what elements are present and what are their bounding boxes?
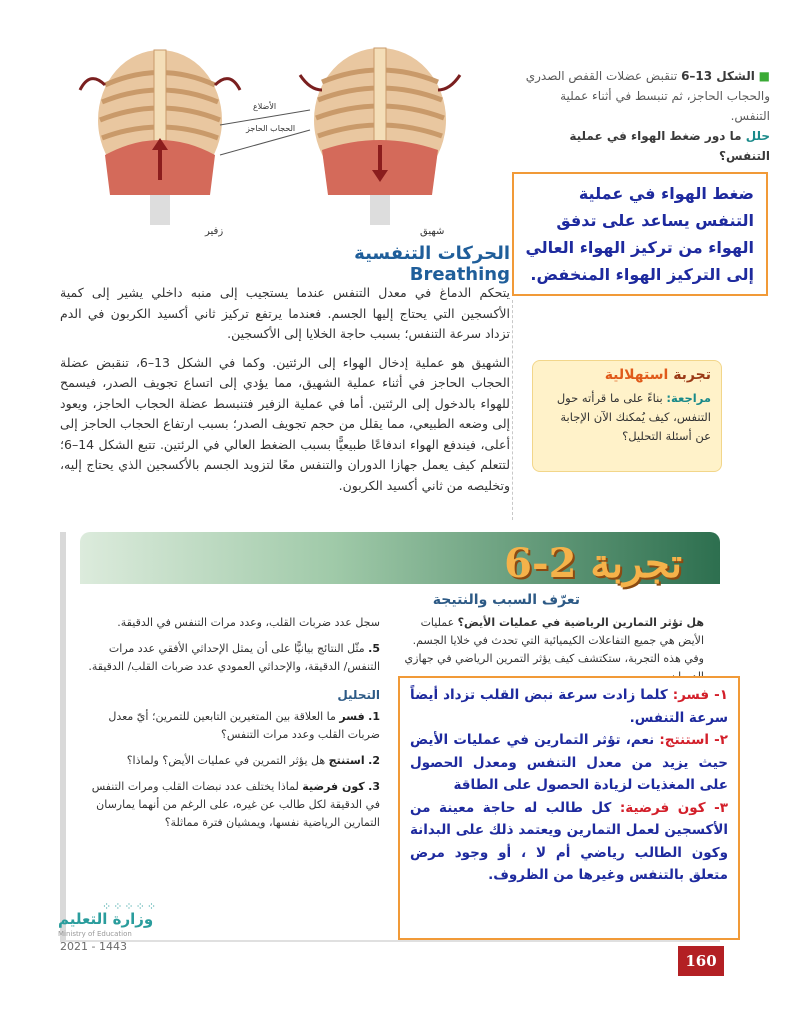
analysis-q2-num: 2. — [368, 754, 380, 767]
sidebar-review-label: مراجعة: — [666, 391, 711, 405]
analysis-q3 — [80, 778, 380, 832]
label-exhale: زفير — [205, 226, 224, 237]
sidebar-title — [543, 367, 711, 383]
answer-hypothesis-text: كل طالب له حاجة معينة من الأكسجين لعمل التمارين ويعتمد ذلك على البدانة وكون الطالب رياضي أم لا ، أو وجود مرض متعلق بالتنفس وغيرها من الظروف. — [410, 799, 728, 883]
label-ribs: الأضلاع — [253, 102, 277, 111]
analysis-heading: التحليل — [337, 688, 380, 702]
ministry-name-en: Ministry of Education — [58, 930, 132, 938]
analysis-q2-label: استنتج — [328, 754, 365, 767]
analysis-q1 — [80, 708, 380, 744]
answer-box-analysis — [398, 676, 740, 940]
answer-explain-label: ١- فسر: — [672, 687, 728, 703]
ribcage-inhale-illustration — [300, 48, 460, 225]
paragraph-1: يتحكم الدماغ في معدل التنفس عندما يستجيب إلى منبه داخلي يشير إلى كمية الأكسجين التي يحتاج إليها الجسم. فعندما يرتفع تركيز ثاني أكسيد الكربون في الدم تزداد سرعة التنفس؛ بسبب حاجة الخلايا إلى الأكسجين. — [60, 285, 510, 341]
lab-subhead: تعرّف السبب والنتيجة — [432, 592, 580, 608]
ministry-dots-icon: ⁘⁘⁘⁘⁘ — [102, 900, 159, 913]
bullet-square-icon: ■ — [758, 69, 770, 83]
respiration-figure — [60, 30, 510, 240]
analysis-q1-num: 1. — [368, 710, 380, 723]
label-inhale: شهيق — [420, 226, 445, 237]
sidebar-title-b: استهلالية — [604, 367, 669, 383]
sidebar-text — [543, 389, 711, 446]
analysis-q1-label: فسر — [339, 710, 365, 723]
lab-step-5-num: 5. — [368, 642, 380, 655]
sidebar-title-a: تجربة — [673, 367, 711, 383]
answer-explain — [410, 684, 728, 729]
column-divider — [512, 300, 513, 520]
analysis-q3-label: كون فرضية — [302, 780, 365, 793]
lab-intro-question: هل تؤثر التمارين الرياضية في عمليات الأيض؟ — [457, 616, 704, 629]
ministry-name-ar: وزارة التعليم — [58, 910, 154, 928]
answer-conclude — [410, 729, 728, 797]
analysis-q2 — [80, 752, 380, 770]
answer-hypothesis — [410, 797, 728, 887]
section-title: الحركات التنفسية Breathing — [354, 243, 510, 285]
launch-lab-sidebar — [532, 360, 722, 472]
figure-caption — [520, 66, 770, 166]
lab-intro-text: عمليات الأيض هي جميع التفاعلات الكيميائية التي تحدث في خلايا الجسم. وفي هذه التجربة، ستكتشف كيف يؤثر التمرين الرياضي في جهازي — [404, 616, 704, 665]
lab-step-5-text: مثّل النتائج بيانيًّا على أن يمثل الإحداثي الأفقي عدد مرات التنفس/ الدقيقة، والإحداثي العمودي عدد ضربات القلب/ الدقيقة. — [88, 642, 380, 673]
sidebar-review-text: بناءً على ما قرأته حول التنفس، كيف يُمكنك الآن الإجابة عن أسئلة التحليل؟ — [556, 391, 711, 443]
lab-steps — [80, 614, 380, 840]
caption-analyze-question: ما دور ضغط الهواء في عملية التنفس؟ — [569, 129, 770, 163]
lab-step-5 — [80, 640, 380, 676]
paragraph-2: الشهيق هو عملية إدخال الهواء إلى الرئتين. وكما في الشكل 13–6، تنقبض عضلة الحجاب الحاجز في أثناء عملية الشهيق، مما يؤدي إلى اتساع تجويف الصدر، فيسمح للهواء بالدخول إلى الرئتين. أما في عملية الزفير فتنبسط عضلة الحجاب الحاجز، ويعود إلى وضعه الطبيعي، مما يقلل من حجم تجويف الصدر؛ بسبب ارتفاع الحجاب الحاجز إلى أعلى، فيندفع الهواء اندفاعًا طبيعيًّا بسبب الضغط العالي في الرئتين. تتبع الشكل 14–6؛ لتتعلم كيف يعمل جهازا الدوران والتنفس معًا لتزويد الجسم بالأكسجين الذي يحتاج إليه، وتخليصه من ثاني أكسيد الكربون. — [60, 354, 511, 493]
ribcage-exhale-illustration — [80, 50, 240, 225]
answer-explain-text: كلما زادت سرعة نبض القلب تزداد أيضاً سرعة التنفس. — [410, 687, 728, 726]
analysis-q1-text: ما العلاقة بين المتغيرين التابعين للتمرين؛ أيّ معدل ضربات القلب وعدد مرات التنفس؟ — [108, 710, 380, 741]
analysis-q2-text: هل يؤثر التمرين في عمليات الأيض؟ ولماذا؟ — [126, 754, 329, 767]
answer-conclude-label: ٢- استنتج: — [659, 732, 729, 748]
page-number: 160 — [678, 946, 724, 976]
body-text — [60, 283, 510, 504]
answer-box-air-pressure: ضغط الهواء في عملية التنفس يساعد على تدفق الهواء من تركيز الهواء العالي إلى التركيز الهواء المنخفض. — [512, 172, 768, 296]
caption-analyze-label: حلل — [745, 129, 770, 143]
caption-fig-num: الشكل 13–6 — [681, 69, 755, 83]
answer-hypothesis-label: ٣- كون فرضية: — [619, 799, 728, 816]
lab-step-cont: سجل عدد ضربات القلب، وعدد مرات التنفس في الدقيقة. — [117, 616, 380, 629]
analysis-q3-num: 3. — [368, 780, 380, 793]
analysis-q3-text: لماذا يختلف عدد نبضات القلب ومرات التنفس في الدقيقة لكل طالب عن غيره، على الرغم من أنهما يمارسان التمارين الرياضية نفسها، ويمشيان فترة مماثلة؟ — [91, 780, 380, 829]
answer-conclude-text: نعم، تؤثر التمارين في عمليات الأيض حيث يزيد من معدل التنفس ومعدل الحصول على المغذيات لزيادة الحصول على الطاقة — [410, 732, 728, 793]
lab-title: تجربة 2-6 — [504, 540, 682, 587]
caption-text: تنقبض عضلات القفص الصدري والحجاب الحاجز، ثم تنبسط في أثناء عملية التنفس. — [525, 69, 770, 123]
label-diaphragm: الحجاب الحاجز — [246, 124, 296, 133]
edition-year: 2021 - 1443 — [60, 940, 127, 953]
